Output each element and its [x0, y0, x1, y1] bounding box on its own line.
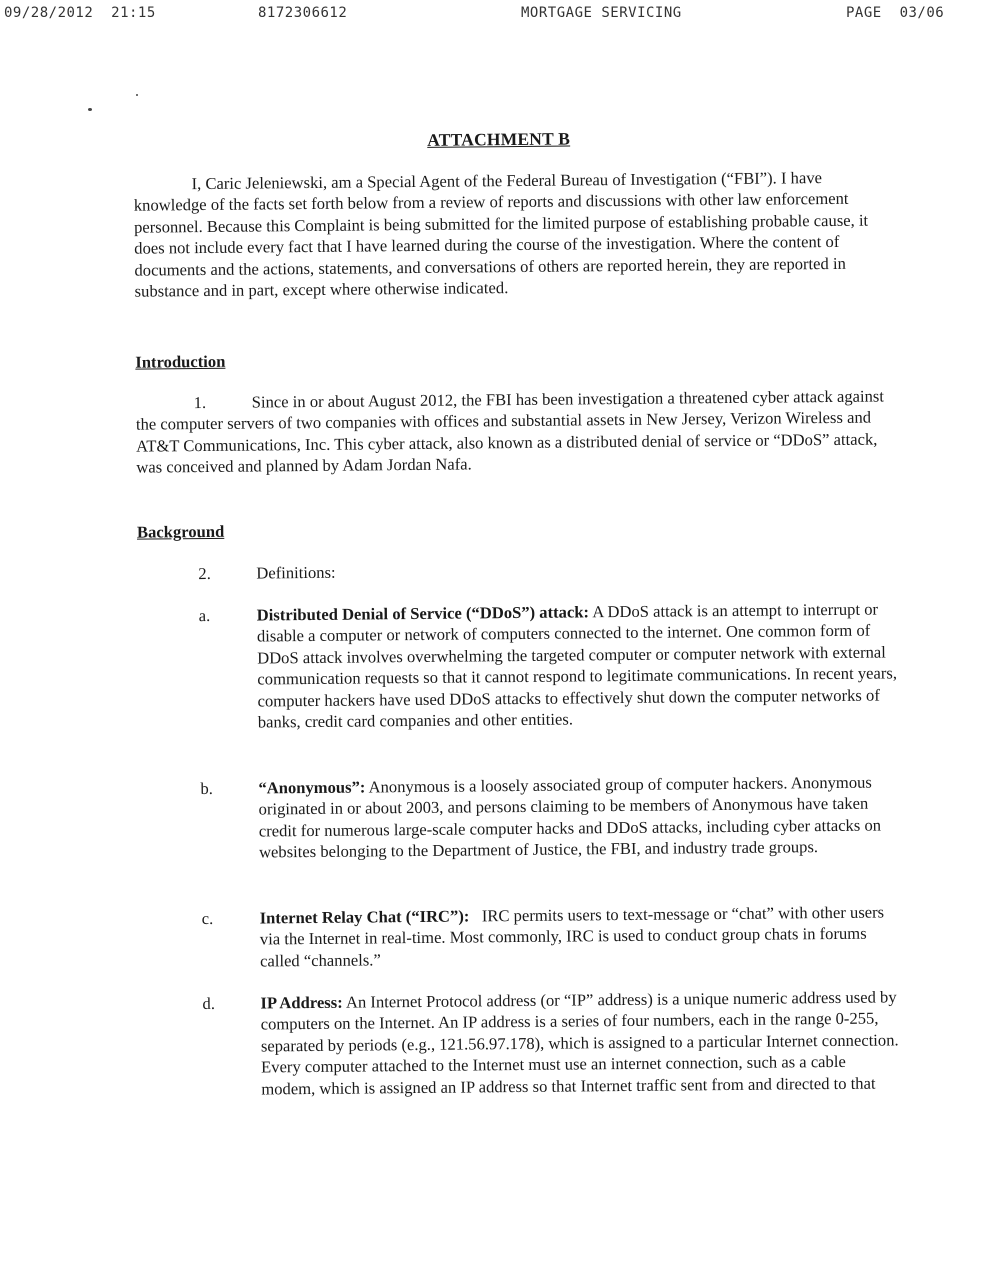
paragraph-1-text — [136, 385, 889, 478]
fax-page-number: PAGE 03/06 — [846, 5, 945, 21]
definition-item — [141, 901, 901, 971]
definition-item — [139, 771, 899, 862]
definition-term: “Anonymous”: — [258, 777, 366, 798]
fax-header — [0, 2, 1006, 24]
fax-phone-number: 8172306612 — [258, 5, 348, 21]
definition-label: a. — [198, 605, 211, 626]
paragraph-1-number: 1. — [193, 392, 207, 413]
definition-term: Internet Relay Chat (“IRC”): — [259, 906, 470, 928]
definition-label: d. — [202, 993, 216, 1014]
paragraph-2-text: Definitions: — [256, 562, 336, 583]
fax-sender-name: MORTGAGE SERVICING — [521, 5, 682, 21]
definition-text: A DDoS attack is an attempt to interrupt or disable a computer or network of computers connected to the internet. One common form of DDoS attack involves overwhelming the targeted computer or computer network with external communication requests so that it cannot respond to legitimate communications. In recent years, computer hackers have used DDoS attacks to effectively shut down the computer networks of banks, credit card companies and other entities. — [256, 599, 898, 732]
scan-speck — [136, 94, 138, 96]
definition-body — [260, 901, 901, 971]
paragraph-1-body: Since in or about August 2012, the FBI has been investigation a threatened cyber attack against the computer servers of two companies with offices and substantial assets in New Jersey, Verizon Wireless and AT&T Communications, Inc. This cyber attack, also known as a distributed denial of service or “DDoS” attack, was conceived and planned by Adam Jordan Nafa. — [135, 386, 885, 477]
fax-datetime: 09/28/2012 21:15 — [4, 5, 156, 21]
paragraph-2 — [137, 556, 897, 584]
definition-body — [258, 771, 899, 863]
definition-item — [138, 598, 898, 732]
definition-text: An Internet Protocol address (or “IP” address) is a unique numeric address used by computers on the Internet. An IP address is a series of four numbers, each in the range 0-255, separated by periods (e.g., 121.56.97.178), which is assigned to a particular Internet connection. Every computer attached to the Internet must use an internet connection, such as a cable modem, which is assigned an IP address so that Internet traffic sent from and directed to that — [260, 987, 899, 1099]
definition-body — [257, 598, 898, 733]
document-title: ATTACHMENT B — [427, 128, 571, 150]
definition-item — [141, 986, 901, 1099]
definition-text: IRC permits users to text-message or “chat” with other users via the Internet in real-time. Most commonly, IRC is used to conduct group chats in forums called “channels.” — [259, 902, 889, 971]
definition-term: IP Address: — [260, 992, 343, 1013]
introduction-heading: Introduction — [135, 351, 226, 372]
background-heading: Background — [136, 521, 225, 542]
paragraph-1 — [135, 385, 896, 477]
definition-body — [260, 986, 901, 1099]
definition-term: Distributed Denial of Service (“DDoS”) attack: — [256, 602, 590, 625]
paragraph-2-number: 2. — [198, 563, 211, 584]
scan-speck — [88, 108, 92, 111]
intro-paragraph: I, Caric Jeleniewski, am a Special Agent of the Federal Bureau of Investigation (“FBI”). I have knowledge of the facts set forth below from a review of reports and discussions with other law enforcement personnel. Because this Complaint is being submitted for the limited purpose of establishing probable cause, it does not include every fact that I have learned during the course of the investigation. Where the content of documents and the actions, statements, and conversations of others are reported herein, they are reported in substance and in part, except where otherwise indicated. — [133, 168, 869, 301]
definition-text: Anonymous is a loosely associated group of computer hackers. Anonymous originated in or about 2003, and persons claiming to be members of Anonymous have taken credit for numerous large-scale computer hacks and DDoS attacks, including cyber attacks on websites belonging to the Department of Justice, the FBI, and industry trade groups. — [258, 772, 882, 862]
definition-label: c. — [201, 908, 214, 929]
definition-label: b. — [200, 778, 213, 799]
